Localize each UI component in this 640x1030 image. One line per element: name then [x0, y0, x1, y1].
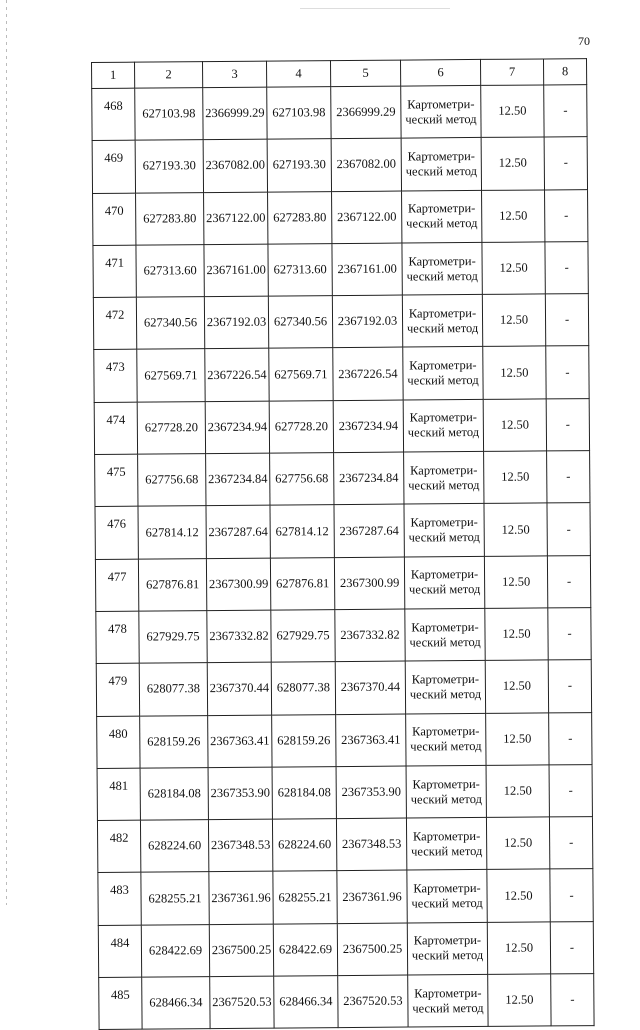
point-number-cell: 485	[99, 977, 142, 1030]
method-cell: Картометри-ческий метод	[402, 190, 482, 243]
point-number-cell: 473	[94, 350, 137, 403]
note-cell: -	[544, 137, 587, 190]
column-header-4: 4	[266, 61, 330, 88]
note-cell: -	[546, 398, 589, 451]
table-row	[93, 294, 588, 350]
accuracy-cell: 12.50	[485, 608, 548, 661]
x-new-cell: 627728.20	[269, 400, 333, 453]
accuracy-cell: 12.50	[482, 242, 545, 295]
y-old-cell: 2367122.00	[204, 192, 268, 245]
point-number-cell: 479	[96, 663, 139, 716]
x-old-cell: 627313.60	[136, 245, 204, 298]
x-old-cell: 627728.20	[137, 401, 205, 454]
x-new-cell: 628224.60	[272, 819, 336, 872]
column-header-7: 7	[480, 59, 543, 85]
y-old-cell: 2367161.00	[204, 244, 268, 297]
method-cell: Картометри-ческий метод	[401, 85, 481, 138]
y-new-cell: 2367234.94	[333, 400, 403, 453]
note-cell: -	[547, 503, 590, 556]
table-row	[94, 346, 589, 402]
point-number-cell: 468	[92, 88, 135, 141]
column-header-3: 3	[203, 61, 267, 88]
accuracy-cell: 12.50	[484, 503, 547, 556]
method-cell: Картометри-ческий метод	[404, 504, 484, 557]
x-new-cell: 627313.60	[268, 244, 332, 297]
point-number-cell: 480	[97, 716, 140, 769]
table-row	[98, 869, 593, 925]
x-new-cell: 627340.56	[268, 296, 332, 349]
scan-top-mark	[300, 8, 450, 9]
method-cell: Картометри-ческий метод	[402, 295, 482, 348]
x-old-cell: 627340.56	[136, 297, 204, 350]
y-old-cell: 2367287.64	[206, 505, 270, 558]
method-cell: Картометри-ческий метод	[405, 661, 485, 714]
y-old-cell: 2367226.54	[205, 349, 269, 402]
y-old-cell: 2367332.82	[207, 610, 271, 663]
x-old-cell: 628224.60	[140, 820, 208, 873]
x-new-cell: 628422.69	[273, 923, 337, 976]
coordinates-table-wrapper	[91, 58, 595, 1030]
method-cell: Картометри-ческий метод	[405, 608, 485, 661]
method-cell: Картометри-ческий метод	[406, 713, 486, 766]
y-new-cell: 2367122.00	[332, 191, 402, 244]
accuracy-cell: 12.50	[483, 399, 546, 452]
x-old-cell: 628077.38	[139, 663, 207, 716]
y-old-cell: 2367234.84	[206, 453, 270, 506]
y-new-cell: 2367161.00	[332, 243, 402, 296]
x-old-cell: 627283.80	[136, 192, 204, 245]
y-new-cell: 2367226.54	[333, 348, 403, 401]
y-old-cell: 2367370.44	[207, 662, 271, 715]
accuracy-cell: 12.50	[488, 974, 551, 1027]
x-new-cell: 627103.98	[267, 87, 331, 140]
y-new-cell: 2367353.90	[336, 766, 406, 819]
x-new-cell: 628077.38	[271, 662, 335, 715]
y-old-cell: 2367520.53	[210, 976, 274, 1029]
method-cell: Картометри-ческий метод	[404, 452, 484, 505]
coordinates-table	[91, 58, 595, 1030]
table-row	[97, 817, 592, 873]
y-old-cell: 2367500.25	[209, 924, 273, 977]
table-row	[95, 451, 590, 507]
y-new-cell: 2367234.84	[334, 452, 404, 505]
table-row	[96, 608, 591, 664]
point-number-cell: 476	[95, 507, 138, 560]
table-row	[92, 137, 587, 193]
note-cell: -	[550, 921, 593, 974]
note-cell: -	[545, 241, 588, 294]
column-header-6: 6	[400, 59, 480, 86]
note-cell: -	[547, 555, 590, 608]
y-old-cell: 2367300.99	[206, 558, 270, 611]
y-new-cell: 2367370.44	[335, 661, 405, 714]
table-row	[93, 241, 588, 297]
point-number-cell: 478	[96, 611, 139, 664]
point-number-cell: 475	[95, 454, 138, 507]
y-old-cell: 2367353.90	[208, 767, 272, 820]
y-new-cell: 2367287.64	[334, 504, 404, 557]
point-number-cell: 484	[98, 925, 141, 978]
y-new-cell: 2367192.03	[332, 295, 402, 348]
x-old-cell: 628255.21	[141, 872, 209, 925]
note-cell: -	[545, 189, 588, 242]
table-header-row	[92, 59, 587, 89]
table-body	[92, 85, 594, 1030]
x-old-cell: 627569.71	[137, 349, 205, 402]
column-header-5: 5	[330, 60, 400, 87]
y-new-cell: 2367332.82	[335, 609, 405, 662]
accuracy-cell: 12.50	[485, 660, 548, 713]
page-number: 70	[578, 34, 590, 48]
method-cell: Картометри-ческий метод	[407, 870, 487, 923]
point-number-cell: 482	[97, 820, 140, 873]
note-cell: -	[551, 974, 594, 1027]
x-new-cell: 628255.21	[273, 871, 337, 924]
y-old-cell: 2367192.03	[204, 296, 268, 349]
table-row	[93, 189, 588, 245]
y-new-cell: 2367300.99	[334, 557, 404, 610]
x-new-cell: 627569.71	[269, 348, 333, 401]
x-old-cell: 628466.34	[142, 977, 210, 1030]
method-cell: Картометри-ческий метод	[406, 818, 486, 871]
accuracy-cell: 12.50	[486, 817, 549, 870]
table-row	[95, 503, 590, 559]
note-cell: -	[549, 712, 592, 765]
table-row	[98, 921, 593, 977]
point-number-cell: 481	[97, 768, 140, 821]
accuracy-cell: 12.50	[484, 556, 547, 609]
y-old-cell: 2366999.29	[203, 87, 267, 140]
column-header-1: 1	[92, 62, 135, 88]
table-row	[92, 85, 587, 141]
scan-edge-mark	[6, 0, 7, 905]
x-new-cell: 627929.75	[271, 610, 335, 663]
accuracy-cell: 12.50	[484, 451, 547, 504]
y-new-cell: 2366999.29	[331, 86, 401, 139]
column-header-2: 2	[135, 62, 203, 89]
accuracy-cell: 12.50	[483, 346, 546, 399]
x-new-cell: 627756.68	[270, 453, 334, 506]
x-new-cell: 628466.34	[274, 976, 338, 1029]
note-cell: -	[549, 764, 592, 817]
x-old-cell: 627193.30	[135, 140, 203, 193]
accuracy-cell: 12.50	[482, 190, 545, 243]
x-new-cell: 627283.80	[268, 191, 332, 244]
accuracy-cell: 12.50	[481, 85, 544, 138]
y-old-cell: 2367082.00	[203, 139, 267, 192]
x-new-cell: 627814.12	[270, 505, 334, 558]
accuracy-cell: 12.50	[486, 765, 549, 818]
x-new-cell: 628159.26	[272, 714, 336, 767]
note-cell: -	[546, 346, 589, 399]
column-header-8: 8	[543, 59, 586, 85]
method-cell: Картометри-ческий метод	[403, 347, 483, 400]
y-old-cell: 2367363.41	[208, 715, 272, 768]
point-number-cell: 472	[93, 297, 136, 350]
method-cell: Картометри-ческий метод	[403, 399, 483, 452]
accuracy-cell: 12.50	[487, 869, 550, 922]
note-cell: -	[548, 660, 591, 713]
method-cell: Картометри-ческий метод	[407, 922, 487, 975]
method-cell: Картометри-ческий метод	[408, 974, 488, 1027]
x-old-cell: 627814.12	[138, 506, 206, 559]
table-row	[95, 555, 590, 611]
y-new-cell: 2367520.53	[338, 975, 408, 1028]
point-number-cell: 483	[98, 873, 141, 926]
point-number-cell: 469	[92, 140, 135, 193]
table-row	[97, 764, 592, 820]
method-cell: Картометри-ческий метод	[401, 138, 481, 191]
point-number-cell: 470	[93, 193, 136, 246]
y-new-cell: 2367082.00	[331, 138, 401, 191]
x-new-cell: 627193.30	[267, 139, 331, 192]
accuracy-cell: 12.50	[487, 922, 550, 975]
x-new-cell: 627876.81	[270, 557, 334, 610]
y-new-cell: 2367500.25	[337, 923, 407, 976]
table-row	[97, 712, 592, 768]
point-number-cell: 471	[93, 245, 136, 298]
y-new-cell: 2367363.41	[336, 714, 406, 767]
x-old-cell: 627756.68	[138, 454, 206, 507]
accuracy-cell: 12.50	[482, 294, 545, 347]
note-cell: -	[550, 869, 593, 922]
table-row	[99, 974, 594, 1030]
method-cell: Картометри-ческий метод	[404, 556, 484, 609]
note-cell: -	[549, 817, 592, 870]
note-cell: -	[547, 451, 590, 504]
note-cell: -	[545, 294, 588, 347]
x-old-cell: 627103.98	[135, 88, 203, 141]
x-old-cell: 627929.75	[139, 611, 207, 664]
x-new-cell: 628184.08	[272, 766, 336, 819]
x-old-cell: 628184.08	[140, 767, 208, 820]
method-cell: Картометри-ческий метод	[406, 765, 486, 818]
y-old-cell: 2367234.94	[205, 401, 269, 454]
x-old-cell: 628422.69	[141, 924, 209, 977]
point-number-cell: 477	[95, 559, 138, 612]
x-old-cell: 628159.26	[140, 715, 208, 768]
y-old-cell: 2367348.53	[208, 819, 272, 872]
accuracy-cell: 12.50	[481, 137, 544, 190]
y-old-cell: 2367361.96	[209, 872, 273, 925]
note-cell: -	[544, 85, 587, 138]
x-old-cell: 627876.81	[138, 558, 206, 611]
accuracy-cell: 12.50	[486, 712, 549, 765]
table-row	[94, 398, 589, 454]
y-new-cell: 2367348.53	[336, 818, 406, 871]
table-row	[96, 660, 591, 716]
note-cell: -	[548, 608, 591, 661]
y-new-cell: 2367361.96	[337, 870, 407, 923]
point-number-cell: 474	[94, 402, 137, 455]
method-cell: Картометри-ческий метод	[402, 242, 482, 295]
